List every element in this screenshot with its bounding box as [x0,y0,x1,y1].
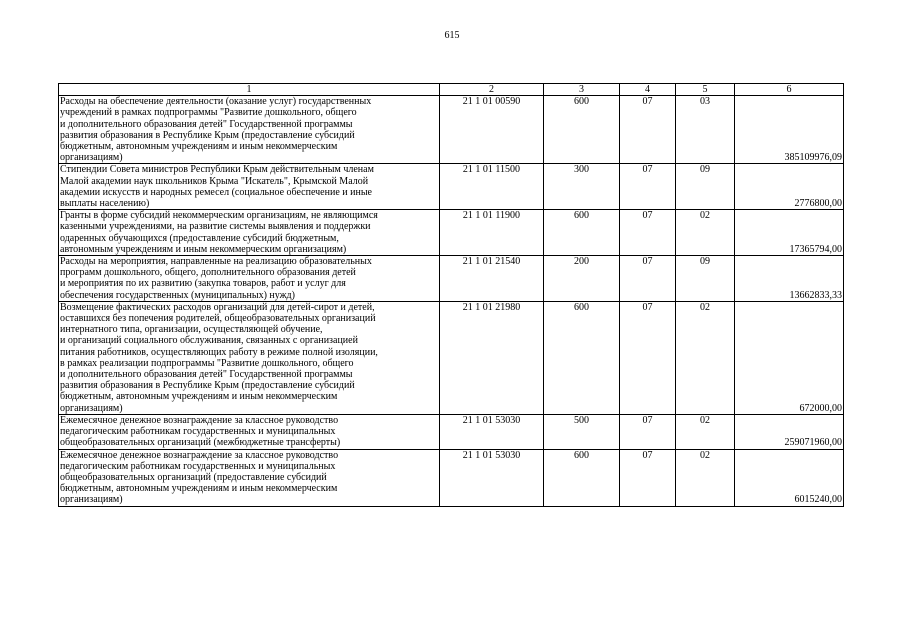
row-amount: 672000,00 [735,301,844,414]
row-amount: 6015240,00 [735,449,844,506]
row-expense-type: 600 [544,449,620,506]
row-expense-type: 600 [544,210,620,256]
row-description [59,164,440,210]
row-target-article: 21 1 01 11500 [440,164,544,210]
description-line: программ дошкольного, общего, дополнительного образования детей [60,267,356,279]
row-expense-type: 500 [544,414,620,449]
row-expense-type: 600 [544,301,620,414]
description-line: общеобразовательных организаций (предоставление субсидий [60,471,327,483]
row-target-article: 21 1 01 21540 [440,256,544,302]
header-row [59,84,844,96]
row-description [59,96,440,164]
description-line: интернатного типа, организации, осуществляющей обучение, [60,324,323,336]
header-col-2: 2 [440,84,544,96]
table-row [59,96,844,164]
row-target-article: 21 1 01 21980 [440,301,544,414]
row-target-article: 21 1 01 00590 [440,96,544,164]
row-subsection: 09 [676,256,735,302]
header-col-1: 1 [59,84,440,96]
budget-table [58,83,844,507]
description-line: развития образования в Республике Крым (предоставление субсидий [60,129,355,141]
row-section: 07 [620,210,676,256]
table-row [59,164,844,210]
description-line: автономным учреждениям и иным некоммерческим организациям) [60,243,347,255]
description-line: Стипендии Совета министров Республики Крым действительным членам [60,164,374,176]
row-target-article: 21 1 01 11900 [440,210,544,256]
row-subsection: 02 [676,449,735,506]
row-amount: 259071960,00 [735,414,844,449]
row-amount: 385109976,09 [735,96,844,164]
description-line: бюджетным, автономным учреждениям и иным некоммерческим [60,483,338,495]
row-subsection: 02 [676,414,735,449]
description-line: обеспечения государственных (муниципальных) нужд) [60,289,295,301]
header-col-4: 4 [620,84,676,96]
row-description [59,301,440,414]
row-description [59,256,440,302]
row-subsection: 09 [676,164,735,210]
table-row [59,414,844,449]
description-line: педагогическим работникам государственных и муниципальных [60,460,336,472]
description-line: организациям) [60,402,123,414]
row-section: 07 [620,414,676,449]
row-amount: 13662833,33 [735,256,844,302]
description-line: и организаций социального обслуживания, связанных с организацией [60,335,358,347]
row-expense-type: 200 [544,256,620,302]
table-row [59,210,844,256]
description-line: Малой академии наук школьников Крыма "Искатель", Крымской Малой [60,175,369,187]
row-description [59,449,440,506]
description-line: Возмещение фактических расходов организаций для детей-сирот и детей, [60,301,375,313]
description-line: и дополнительного образования детей" Государственной программы [60,369,353,381]
description-line: Расходы на обеспечение деятельности (оказание услуг) государственных [60,96,372,108]
row-expense-type: 600 [544,96,620,164]
row-subsection: 02 [676,210,735,256]
description-line: Ежемесячное денежное вознаграждение за классное руководство [60,449,339,461]
row-amount: 17365794,00 [735,210,844,256]
description-line: оставшихся без попечения родителей, общеобразовательных организаций [60,313,376,325]
table-row [59,449,844,506]
description-line: развития образования в Республике Крым (предоставление субсидий [60,380,355,392]
description-line: одаренных обучающихся (предоставление субсидий бюджетным, [60,232,339,244]
description-line: бюджетным, автономным учреждениям и иным некоммерческим [60,391,338,403]
description-line: Ежемесячное денежное вознаграждение за классное руководство [60,414,339,426]
row-section: 07 [620,164,676,210]
description-line: Гранты в форме субсидий некоммерческим организациям, не являющимся [60,210,378,222]
row-section: 07 [620,256,676,302]
row-description [59,414,440,449]
row-amount: 2776800,00 [735,164,844,210]
row-subsection: 03 [676,96,735,164]
description-line: и мероприятия по их развитию (закупка товаров, работ и услуг для [60,278,346,290]
description-line: бюджетным, автономным учреждениям и иным некоммерческим [60,141,338,153]
table-row [59,256,844,302]
description-line: академии искусств и народных ремесел (социальное обеспечение и иные [60,186,372,198]
description-line: организациям) [60,152,123,164]
row-subsection: 02 [676,301,735,414]
page-number: 615 [444,30,460,41]
description-line: питания работников, осуществляющих работу в режиме полной изоляции, [60,346,378,358]
table-row [59,301,844,414]
description-line: учреждений в рамках подпрограммы "Развитие дошкольного, общего [60,107,357,119]
row-section: 07 [620,449,676,506]
description-line: выплаты населению) [60,198,150,210]
description-line: организациям) [60,494,123,506]
description-line: Расходы на мероприятия, направленные на реализацию образовательных [60,256,372,268]
description-line: казенными учреждениями, на развитие системы выявления и поддержки [60,221,371,233]
description-line: в рамках реализации подпрограммы "Развитие дошкольного, общего [60,357,354,369]
description-line: педагогическим работникам государственных и муниципальных [60,426,336,438]
header-col-3: 3 [544,84,620,96]
row-target-article: 21 1 01 53030 [440,414,544,449]
row-section: 07 [620,301,676,414]
row-target-article: 21 1 01 53030 [440,449,544,506]
row-description [59,210,440,256]
description-line: и дополнительного образования детей" Государственной программы [60,118,353,130]
row-section: 07 [620,96,676,164]
header-col-5: 5 [676,84,735,96]
table-body [59,84,844,507]
row-expense-type: 300 [544,164,620,210]
description-line: общеобразовательных организаций (межбюджетные трансферты) [60,437,341,449]
header-col-6: 6 [735,84,844,96]
